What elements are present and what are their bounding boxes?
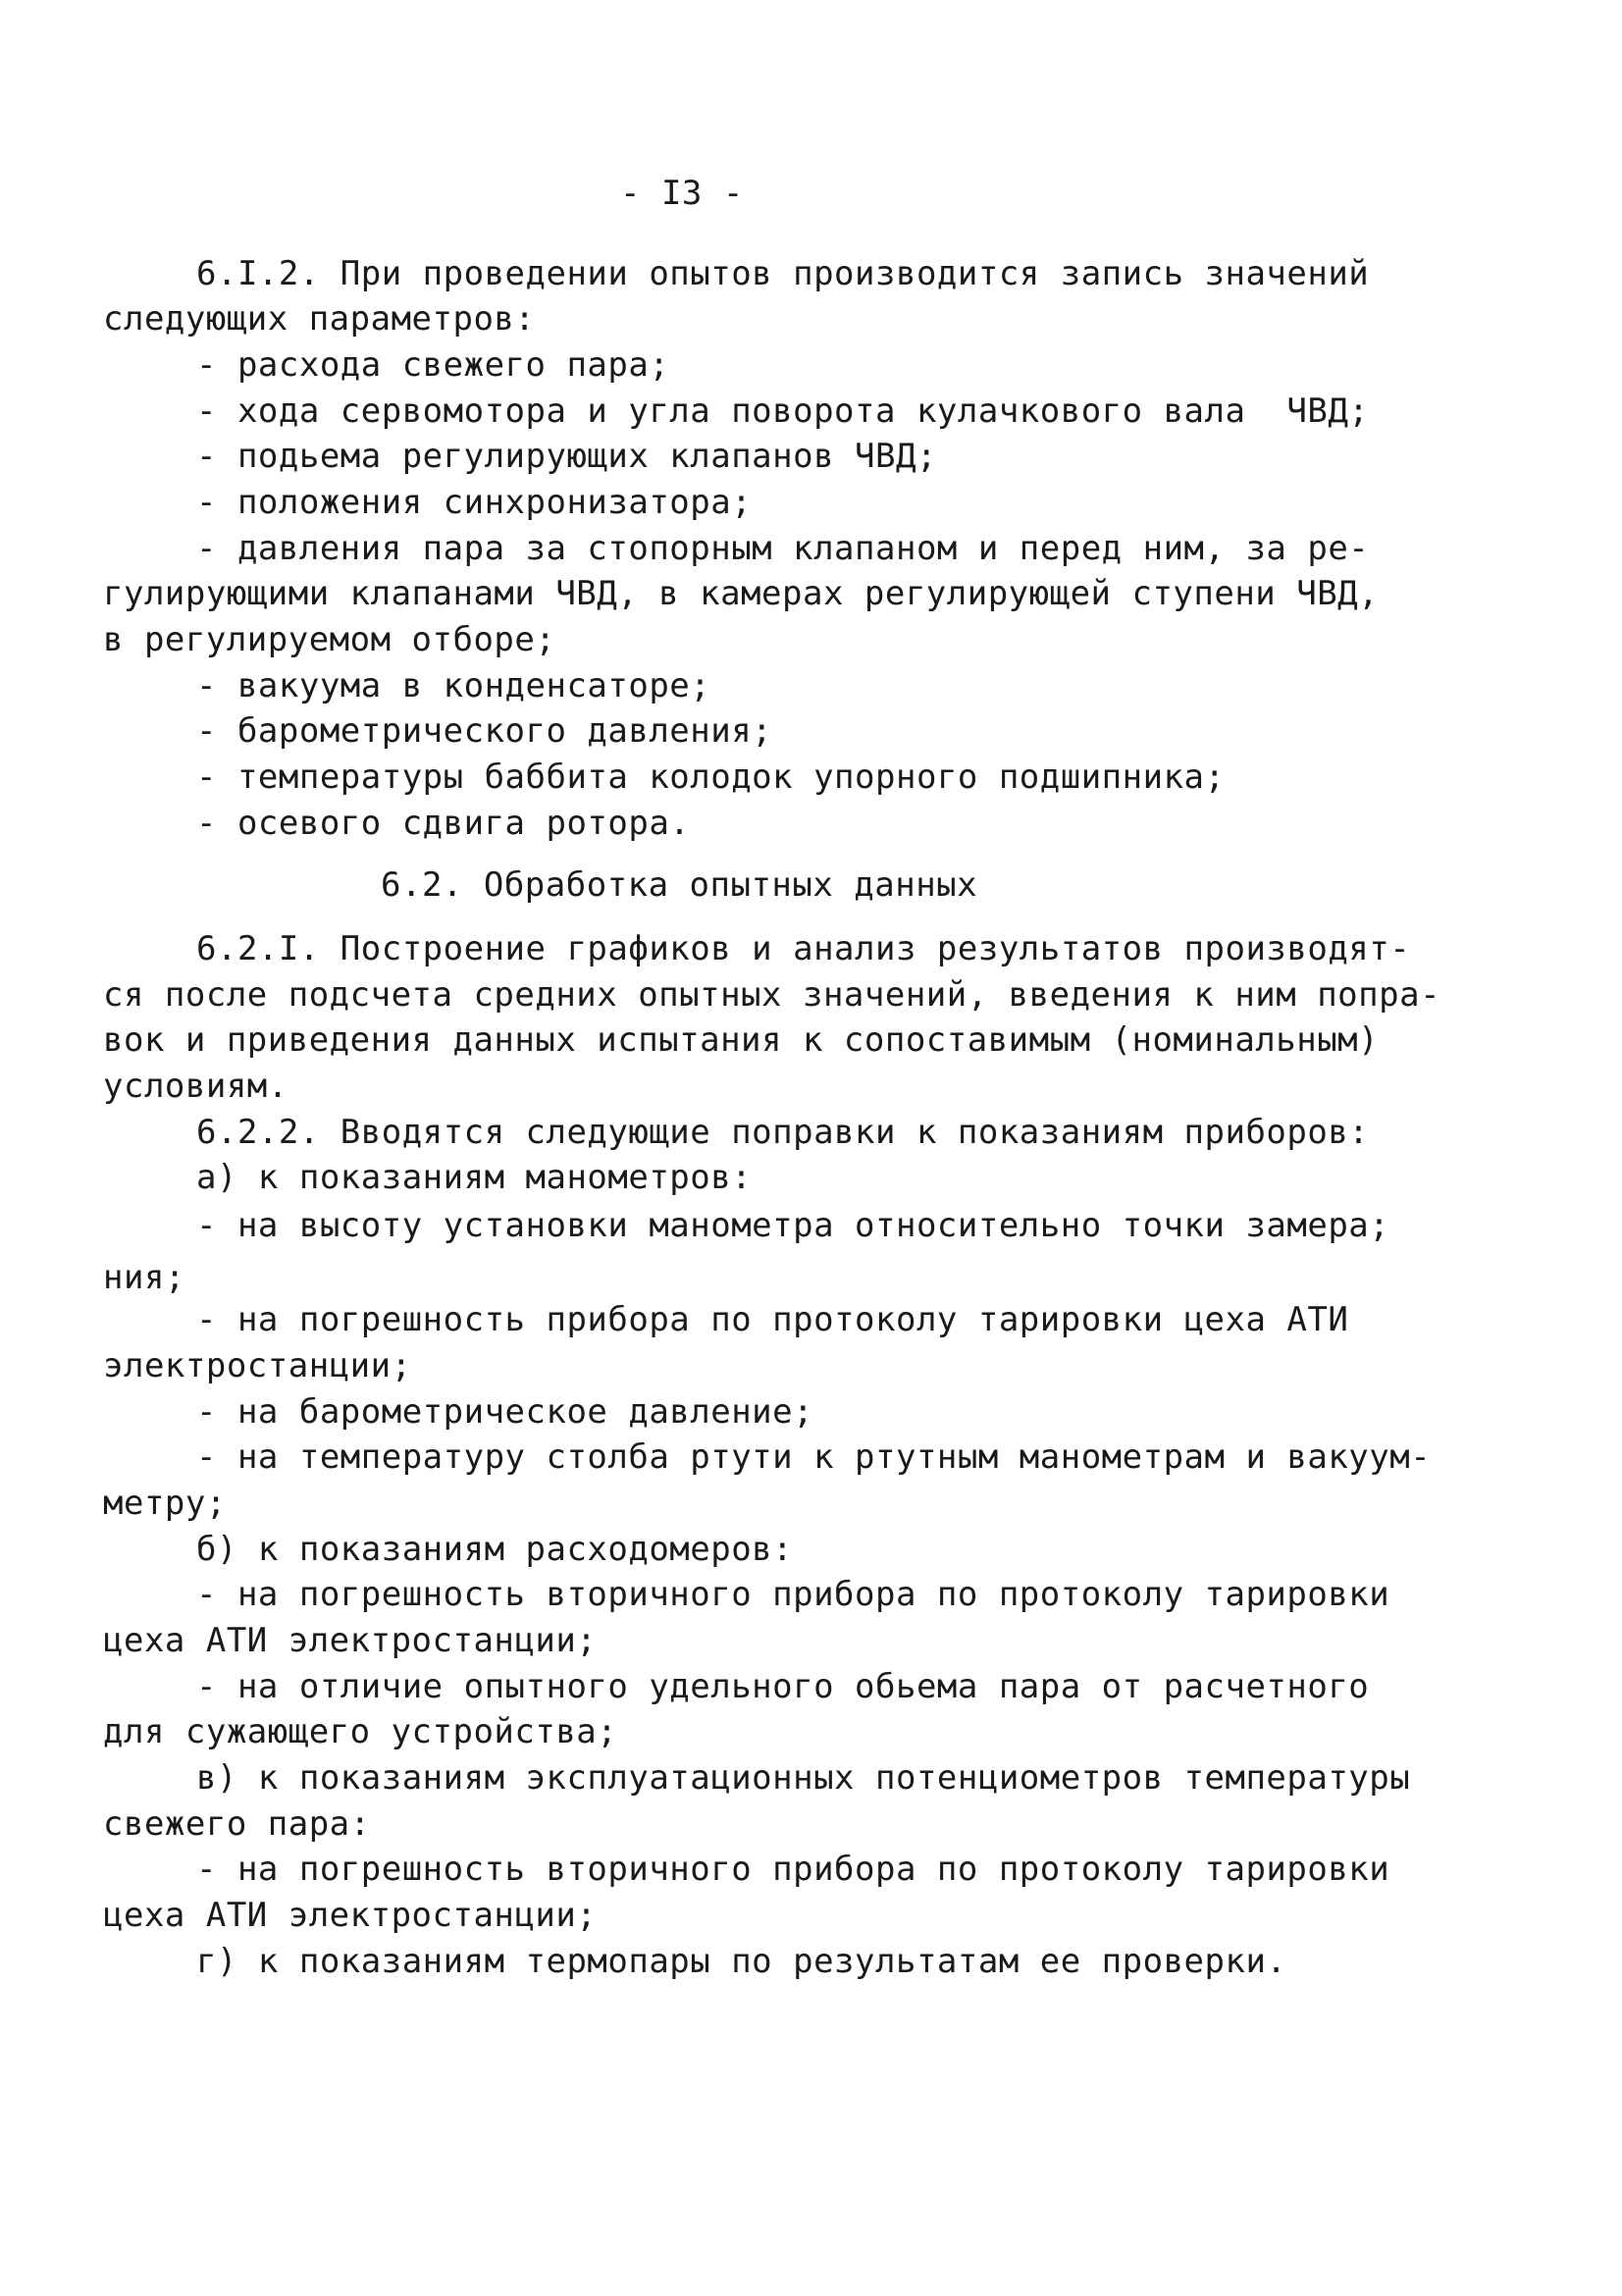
section-heading: 6.2. Обработка опытных данных: [381, 865, 978, 905]
text-line: электростанции;: [103, 1346, 412, 1385]
list-item: - положения синхронизатора;: [196, 483, 753, 522]
text-line: метру;: [103, 1484, 227, 1523]
text-line: в регулируемом отборе;: [103, 620, 556, 659]
list-item: б) к показаниям расходомеров:: [196, 1530, 794, 1569]
text-line: цеха АТИ электростанции;: [103, 1621, 598, 1660]
text-line: для сужающего устройства;: [103, 1712, 618, 1751]
text-line: ся после подсчета средних опытных значений, введения к ним попра-: [103, 975, 1441, 1015]
list-item: - на погрешность вторичного прибора по протоколу тарировки: [196, 1850, 1390, 1889]
text-line: ния;: [103, 1258, 185, 1297]
page-number: - I3 -: [620, 174, 744, 213]
text-line: вок и приведения данных испытания к сопоставимым (номинальным): [103, 1020, 1380, 1060]
list-item: - расхода свежего пара;: [196, 345, 670, 385]
list-item: - на барометрическое давление;: [196, 1392, 814, 1432]
list-item: - на погрешность прибора по протоколу тарировки цеха АТИ: [196, 1300, 1349, 1339]
list-item: - осевого сдвига ротора.: [196, 804, 691, 843]
list-item: - вакуума в конденсаторе;: [196, 666, 711, 705]
list-item: - температуры баббита колодок упорного подшипника;: [196, 757, 1226, 797]
list-item: - давления пара за стопорным клапаном и перед ним, за ре-: [196, 529, 1370, 568]
list-item: г) к показаниям термопары по результатам ее проверки.: [196, 1942, 1287, 1981]
list-item: - подьема регулирующих клапанов ЧВД;: [196, 437, 937, 476]
text-line: 6.2.I. Построение графиков и анализ результатов производят-: [196, 929, 1411, 968]
text-line: 6.2.2. Вводятся следующие поправки к показаниям приборов:: [196, 1113, 1370, 1152]
text-line: условиям.: [103, 1067, 288, 1106]
text-line: свежего пара:: [103, 1804, 371, 1844]
text-line: цеха АТИ электростанции;: [103, 1896, 598, 1935]
list-item: в) к показаниям эксплуатационных потенциометров температуры: [196, 1758, 1411, 1798]
list-item: - на отличие опытного удельного обьема пара от расчетного: [196, 1667, 1370, 1706]
list-item: - на температуру столба ртути к ртутным манометрам и вакуум-: [196, 1437, 1432, 1477]
list-item: - на погрешность вторичного прибора по протоколу тарировки: [196, 1575, 1390, 1614]
text-line: 6.I.2. При проведении опытов производится запись значений: [196, 254, 1370, 293]
list-item: - хода сервомотора и угла поворота кулачкового вала ЧВД;: [196, 391, 1370, 431]
text-line: гулирующими клапанами ЧВД, в камерах регулирующей ступени ЧВД,: [103, 574, 1380, 613]
list-item: - на высоту установки манометра относительно точки замера;: [196, 1206, 1390, 1245]
text-line: следующих параметров:: [103, 299, 536, 339]
list-item: а) к показаниям манометров:: [196, 1158, 753, 1197]
list-item: - барометрического давления;: [196, 711, 773, 751]
